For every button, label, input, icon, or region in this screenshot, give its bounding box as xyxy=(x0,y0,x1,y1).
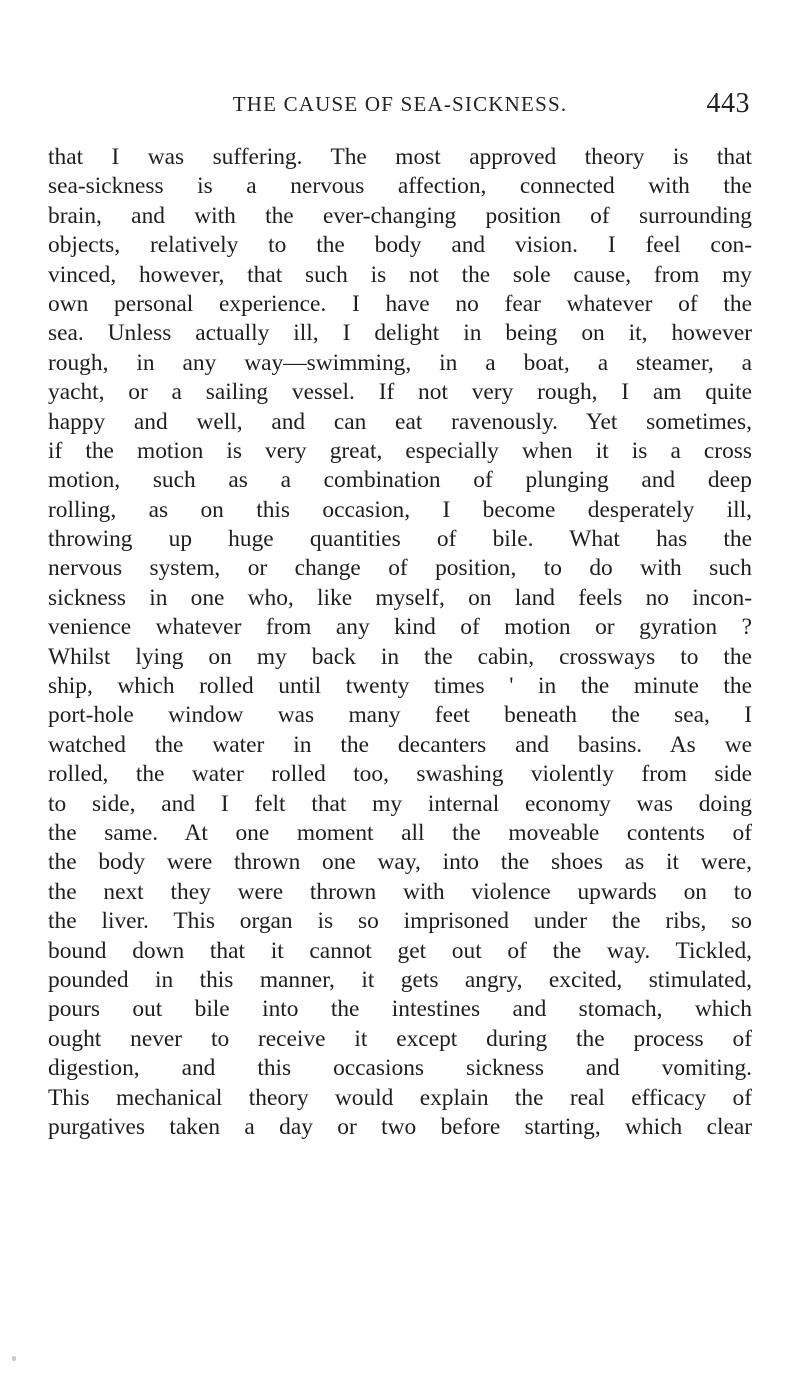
paper-speck xyxy=(12,1356,16,1361)
text-line: throwing up huge quantities of bile. What has the xyxy=(48,526,752,553)
text-line: ship, which rolled until twenty times ' in the minute the xyxy=(48,673,752,700)
text-line: happy and well, and can eat ravenously. Yet sometimes, xyxy=(48,408,752,435)
text-line: nervous system, or change of position, to do with such xyxy=(48,555,752,582)
text-line: own personal experience. I have no fear whatever of the xyxy=(48,290,752,317)
text-line: to side, and I felt that my internal economy was doing xyxy=(48,790,752,817)
running-title: THE CAUSE OF SEA-SICKNESS. xyxy=(232,92,568,116)
text-line: the next they were thrown with violence upwards on to xyxy=(48,878,752,905)
text-line: sea. Unless actually ill, I delight in being on it, however xyxy=(48,320,752,347)
text-line: rough, in any way—swimming, in a boat, a steamer, a xyxy=(48,349,752,376)
page-number: 443 xyxy=(706,88,750,119)
text-line: the same. At one moment all the moveable contents of xyxy=(48,819,752,846)
text-line: pounded in this manner, it gets angry, excited, stimulated, xyxy=(48,966,752,993)
text-line: sea-sickness is a nervous affection, connected with the xyxy=(48,173,752,200)
text-line: digestion, and this occasions sickness and vomiting. xyxy=(48,1055,752,1082)
text-line: yacht, or a sailing vessel. If not very rough, I am quite xyxy=(48,379,752,406)
running-head xyxy=(44,88,756,122)
text-line: objects, relatively to the body and vision. I feel con- xyxy=(48,232,752,259)
text-line: that I was suffering. The most approved theory is that xyxy=(48,144,752,170)
text-line: rolling, as on this occasion, I become desperately ill, xyxy=(48,496,752,523)
body-text xyxy=(48,143,752,1142)
text-line: port-hole window was many feet beneath the sea, I xyxy=(48,702,752,729)
text-line: Whilst lying on my back in the cabin, crossways to the xyxy=(48,643,752,670)
text-line: venience whatever from any kind of motion or gyration ? xyxy=(48,614,752,641)
text-line: motion, such as a combination of plunging and deep xyxy=(48,467,752,494)
text-line: the liver. This organ is so imprisoned under the ribs, so xyxy=(48,908,752,935)
text-line: purgatives taken a day or two before starting, which clear xyxy=(48,1113,752,1140)
text-line: pours out bile into the intestines and stomach, which xyxy=(48,996,752,1023)
text-line: ought never to receive it except during the process of xyxy=(48,1025,752,1052)
text-line: the body were thrown one way, into the shoes as it were, xyxy=(48,849,752,876)
text-line: This mechanical theory would explain the real efficacy of xyxy=(48,1084,752,1111)
text-line: sickness in one who, like myself, on land feels no incon- xyxy=(48,584,752,611)
text-line: vinced, however, that such is not the sole cause, from my xyxy=(48,261,752,288)
text-line: bound down that it cannot get out of the way. Tickled, xyxy=(48,937,752,964)
text-line: brain, and with the ever-changing position of surrounding xyxy=(48,202,752,229)
text-line: if the motion is very great, especially when it is a cross xyxy=(48,437,752,464)
text-line: rolled, the water rolled too, swashing violently from side xyxy=(48,761,752,788)
text-line: watched the water in the decanters and basins. As we xyxy=(48,731,752,758)
